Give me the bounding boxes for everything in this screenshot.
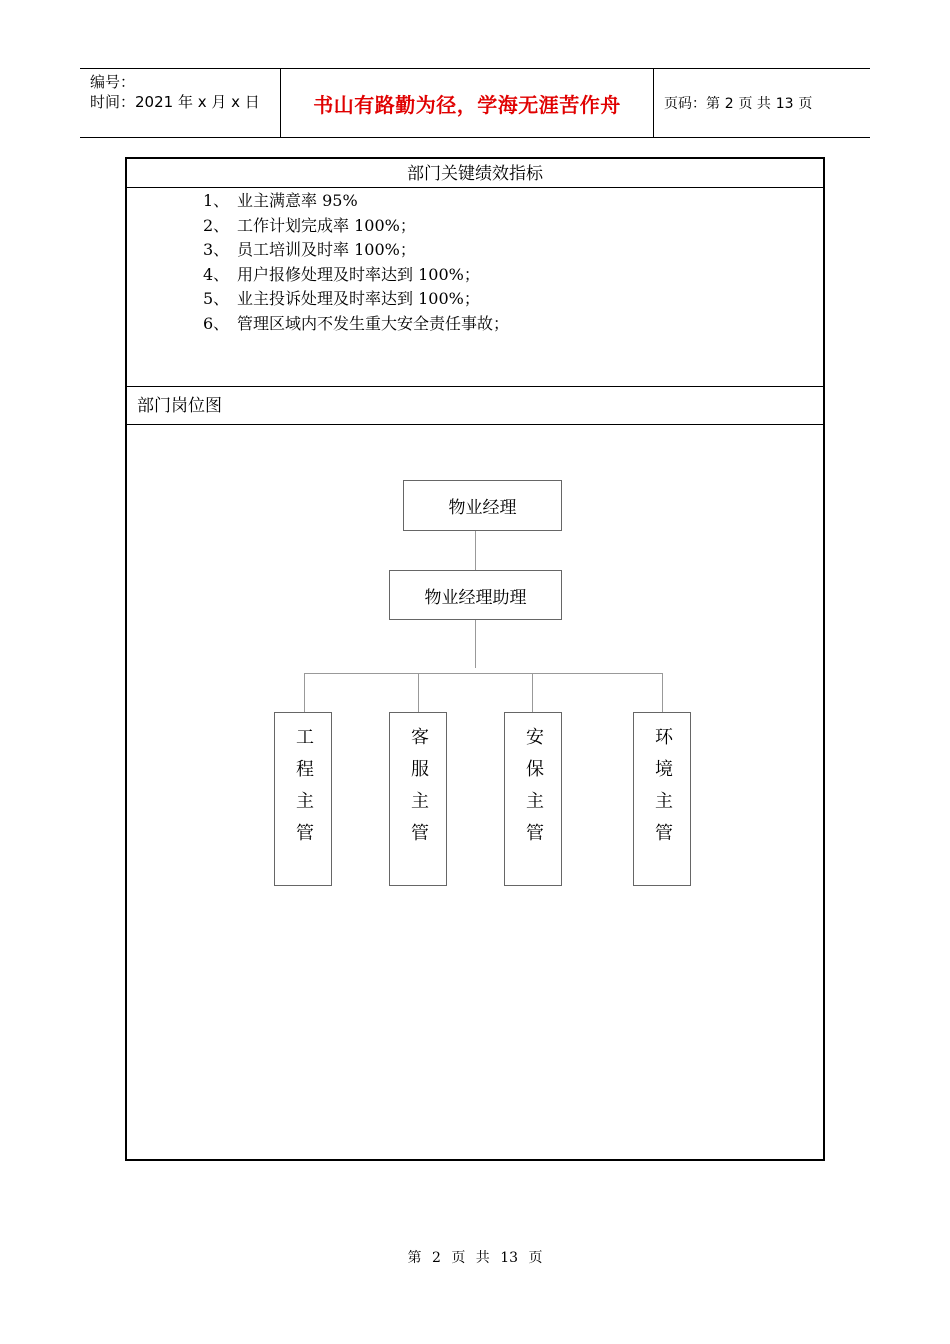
- org-sub-label: 环境主管: [652, 727, 673, 855]
- footer-suffix: 页: [528, 1250, 543, 1266]
- org-assistant-box: [389, 570, 562, 620]
- header-motto-cell: [281, 69, 654, 137]
- page-total: 13: [775, 96, 794, 112]
- footer-total: 13: [500, 1250, 519, 1266]
- connector-line: [475, 531, 476, 570]
- org-manager-box: [403, 480, 562, 531]
- page-current: 2: [724, 96, 734, 112]
- kpi-item-num: 4、: [203, 264, 230, 284]
- header-page-info: [664, 93, 812, 113]
- kpi-item: [203, 287, 509, 312]
- kpi-item-num: 5、: [203, 289, 230, 308]
- page-label: 页码：第: [664, 96, 720, 112]
- time-label: 时间：2021 年 x 月 x 日: [90, 93, 260, 111]
- header-page-cell: [654, 69, 870, 137]
- footer-mid1: 页: [451, 1250, 466, 1266]
- kpi-item-text: 工作计划完成率 100%；: [237, 215, 416, 235]
- page-suffix: 页: [798, 96, 813, 112]
- kpi-item-text: 业主投诉处理及时率达到 100%；: [237, 289, 480, 308]
- org-chart-title: 部门岗位图: [137, 396, 222, 416]
- kpi-item-num: 2、: [203, 215, 230, 235]
- kpi-item-text: 员工培训及时率 100%；: [237, 240, 416, 259]
- section-divider: [127, 424, 823, 425]
- section-divider: [127, 386, 823, 387]
- number-label: 编号：: [90, 73, 136, 91]
- org-sub-box-security: [504, 712, 562, 886]
- kpi-list: [203, 189, 509, 336]
- kpi-item: [203, 214, 509, 239]
- kpi-item-text: 业主满意率 95%: [237, 191, 358, 210]
- kpi-item: [203, 189, 509, 214]
- footer-current: 2: [431, 1250, 441, 1266]
- kpi-item-text: 用户报修处理及时率达到 100%；: [237, 264, 480, 284]
- connector-line: [662, 673, 663, 712]
- header-meta-cell: [80, 69, 281, 137]
- org-sub-box-environment: [633, 712, 691, 886]
- connector-line: [418, 673, 419, 712]
- page-header: [80, 68, 870, 138]
- kpi-item-num: 3、: [203, 240, 230, 259]
- connector-line: [532, 673, 533, 712]
- org-sub-box-engineering: [274, 712, 332, 886]
- connector-line: [304, 673, 663, 674]
- org-manager-label: 物业经理: [448, 498, 517, 518]
- motto-text: 书山有路勤为径，学海无涯苦作舟: [313, 92, 621, 117]
- kpi-item-num: 1、: [203, 191, 230, 210]
- kpi-item: [203, 263, 509, 288]
- org-assistant-label: 物业经理助理: [424, 587, 527, 608]
- connector-line: [304, 673, 305, 712]
- kpi-item: [203, 312, 509, 337]
- kpi-item: [203, 238, 509, 263]
- kpi-title: 部门关键绩效指标: [127, 159, 823, 188]
- org-sub-box-service: [389, 712, 447, 886]
- org-sub-label: 客服主管: [408, 727, 429, 855]
- org-sub-label: 工程主管: [293, 727, 314, 855]
- footer-prefix: 第: [407, 1250, 422, 1266]
- kpi-item-num: 6、: [203, 313, 230, 333]
- org-sub-label: 安保主管: [523, 727, 544, 855]
- connector-line: [475, 620, 476, 668]
- page-mid: 页 共: [738, 96, 771, 112]
- footer-mid2: 共: [475, 1250, 490, 1266]
- kpi-item-text: 管理区域内不发生重大安全责任事故；: [237, 313, 510, 333]
- page-footer: [0, 1247, 950, 1267]
- content-frame: [125, 157, 825, 1161]
